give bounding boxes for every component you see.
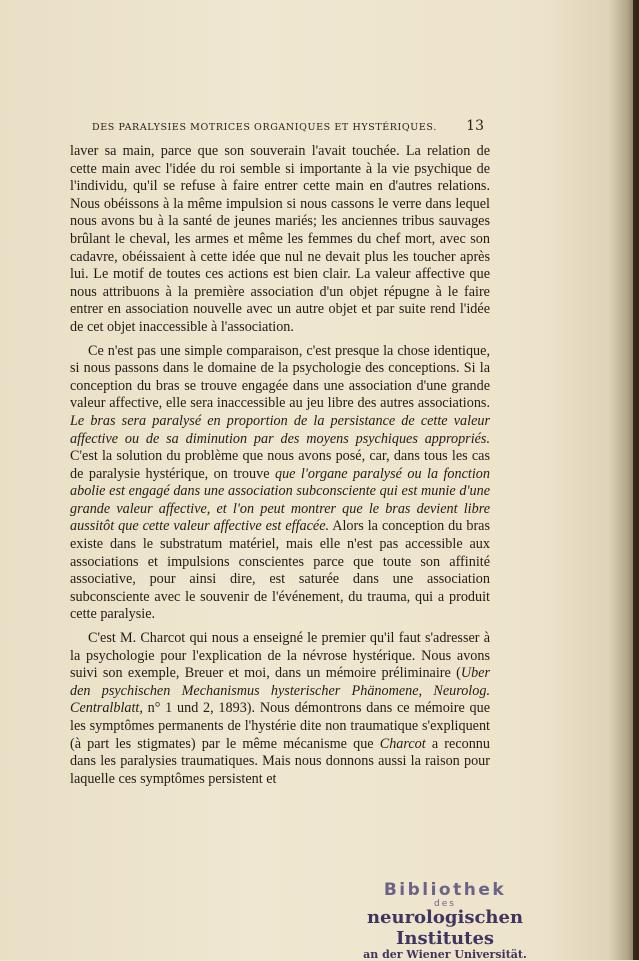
text-run: Ce n'est pas une simple comparaison, c'est presque la chose identique, si nous passons dans le domaine de la psychologie des conceptions. Si la conception du bras se trouve engagée dans une association d'une grande valeur affective, elle sera inaccessible au jeu libre des autres associations. [70, 342, 490, 412]
text-run: Alors la conception du bras existe dans le substratum matériel, mais elle n'est pas accessible aux associations et impulsions conscientes parce que toute son affinité associative, pour ainsi dire, est saturée dans une association subconsciente avec le souvenir de l'événement, du trauma, qui a produit cette paralysie. [70, 518, 490, 623]
stamp-line-4: an der Wiener Universität. [363, 948, 527, 961]
paragraph-1 [70, 143, 490, 337]
text-run: a reconnu dans les paralysies traumatiques. Mais nous donnons aussi la raison pour laquelle ces symptômes persistent et [70, 735, 490, 787]
stamp-line-1: Bibliothek [383, 880, 507, 900]
text-run: n° 1 und 2, 1893). Nous démontrons dans ce mémoire que les symptômes permanents de l'hystérie dite non traumatique s'expliquent (à part les stigmates) par le même mécanisme que [70, 700, 490, 752]
paragraph-2 [70, 343, 490, 625]
running-title: DES PARALYSIES MOTRICES ORGANIQUES ET HYSTÉRIQUES. [92, 122, 437, 133]
italic-run: Charcot [379, 735, 426, 752]
body-text [70, 143, 490, 794]
stamp-line-2: des [434, 899, 456, 909]
italic-run: Uber den psychischen Mechanismus hysterischer Phänomene, Neurolog. Centralblatt, [70, 665, 490, 717]
text-run: laver sa main, parce que son souverain l'avait touchée. La relation de cette main avec l'idée du roi semble si importante à la vie psychique de l'individu, qu'il se refuse à faire entrer cette main en d'autres relations. Nous obéissons à la même impulsion si nous cassons le verre dans lequel nous avons bu à la santé de jeunes mariés; les anciennes tribus sauvages brûlant le cheval, les armes et même les femmes du chef mort, avec son cadavre, obéissaient à cette idée que nul ne devait plus les toucher après lui. Le motif de toutes ces actions est bien clair. La valeur affective que nous attribuons à la première association d'un objet répugne à le faire entrer en association nouvelle avec un autre objet et par suite rend l'idée de cet objet inaccessible à l'association. [70, 143, 490, 335]
italic-run: que l'organe paralysé ou la fonction abolie est engagé dans une association subconsciente qui est munie d'une grande valeur affective, et l'on peut montrer que le bras devient libre aussitôt que cette valeur affective est effacée. [70, 465, 490, 535]
italic-run: Le bras sera paralysé en proportion de la persistance de cette valeur affective ou de sa diminution par des moyens psychiques appropriés. [70, 412, 490, 447]
running-header [92, 118, 484, 134]
text-run: C'est M. Charcot qui nous a enseigné le premier qu'il faut s'adresser à la psychologie pour l'explication de la névrose hystérique. Nous avons suivi son exemple, Breuer et moi, dans un mémoire préliminaire ( [70, 630, 490, 682]
text-run: C'est la solution du problème que nous avons posé, car, dans tous les cas de paralysie hystérique, on trouve [70, 448, 490, 482]
page-edge [633, 0, 639, 960]
library-stamp [315, 880, 575, 961]
paragraph-3 [70, 630, 490, 788]
stamp-line-3: neurologischen Institutes [366, 907, 524, 949]
page-number: 13 [466, 118, 484, 134]
